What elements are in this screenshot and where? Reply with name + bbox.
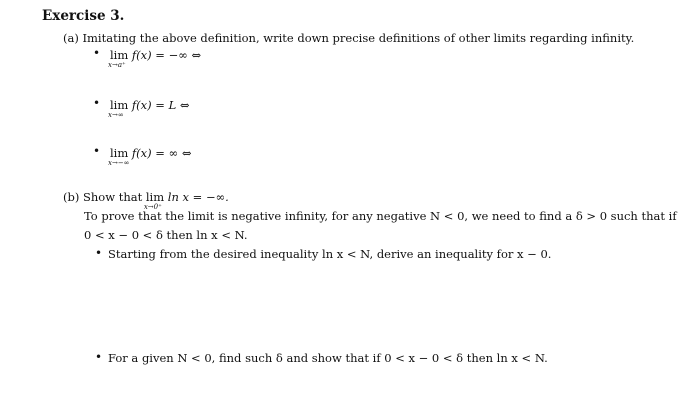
limit-operator xyxy=(108,98,129,119)
part-b-statement xyxy=(63,190,229,211)
part-b-prefix: (b) Show that xyxy=(63,190,143,204)
part-a-bullet-3: • xyxy=(93,144,101,158)
limit-expression: f(x) = ∞ ⇔ xyxy=(131,146,192,160)
limit-expression: ln x = −∞. xyxy=(167,190,229,204)
limit-expression: f(x) = −∞ ⇔ xyxy=(131,48,202,62)
part-a-bullet-1: • xyxy=(93,46,101,60)
proof-line-1: To prove that the limit is negative infinity, for any negative N < 0, we need to find a δ > 0 such that if xyxy=(84,209,677,223)
part-a-item-2 xyxy=(108,98,190,119)
part-a-bullet-2: • xyxy=(93,96,101,110)
part-a-item-3 xyxy=(108,146,192,167)
lim-subscript: x→∞ xyxy=(108,111,124,119)
lim-word: lim xyxy=(145,190,165,204)
lim-subscript: x→0⁺ xyxy=(143,203,162,211)
part-a-intro: (a) Imitating the above definition, write down precise definitions of other limits regarding infinity. xyxy=(63,31,635,45)
limit-expression: f(x) = L ⇔ xyxy=(131,98,190,112)
part-b-bullet-2: • xyxy=(95,350,103,364)
limit-operator xyxy=(108,146,130,167)
part-b-bullet-1: • xyxy=(95,246,103,260)
lim-word: lim xyxy=(110,146,129,160)
lim-subscript: x→−∞ xyxy=(108,159,130,167)
proof-line-2: 0 < x − 0 < δ then ln x < N. xyxy=(84,228,248,242)
lim-subscript: x→a⁺ xyxy=(108,61,126,69)
lim-word: lim xyxy=(110,98,129,112)
limit-operator xyxy=(108,48,129,69)
part-b-item-1: Starting from the desired inequality ln x < N, derive an inequality for x − 0. xyxy=(108,247,552,261)
lim-word: lim xyxy=(110,48,129,62)
exercise-title: Exercise 3. xyxy=(42,8,125,24)
limit-operator xyxy=(143,190,165,211)
part-b-item-2: For a given N < 0, find such δ and show that if 0 < x − 0 < δ then ln x < N. xyxy=(108,351,548,365)
part-a-item-1 xyxy=(108,48,202,69)
